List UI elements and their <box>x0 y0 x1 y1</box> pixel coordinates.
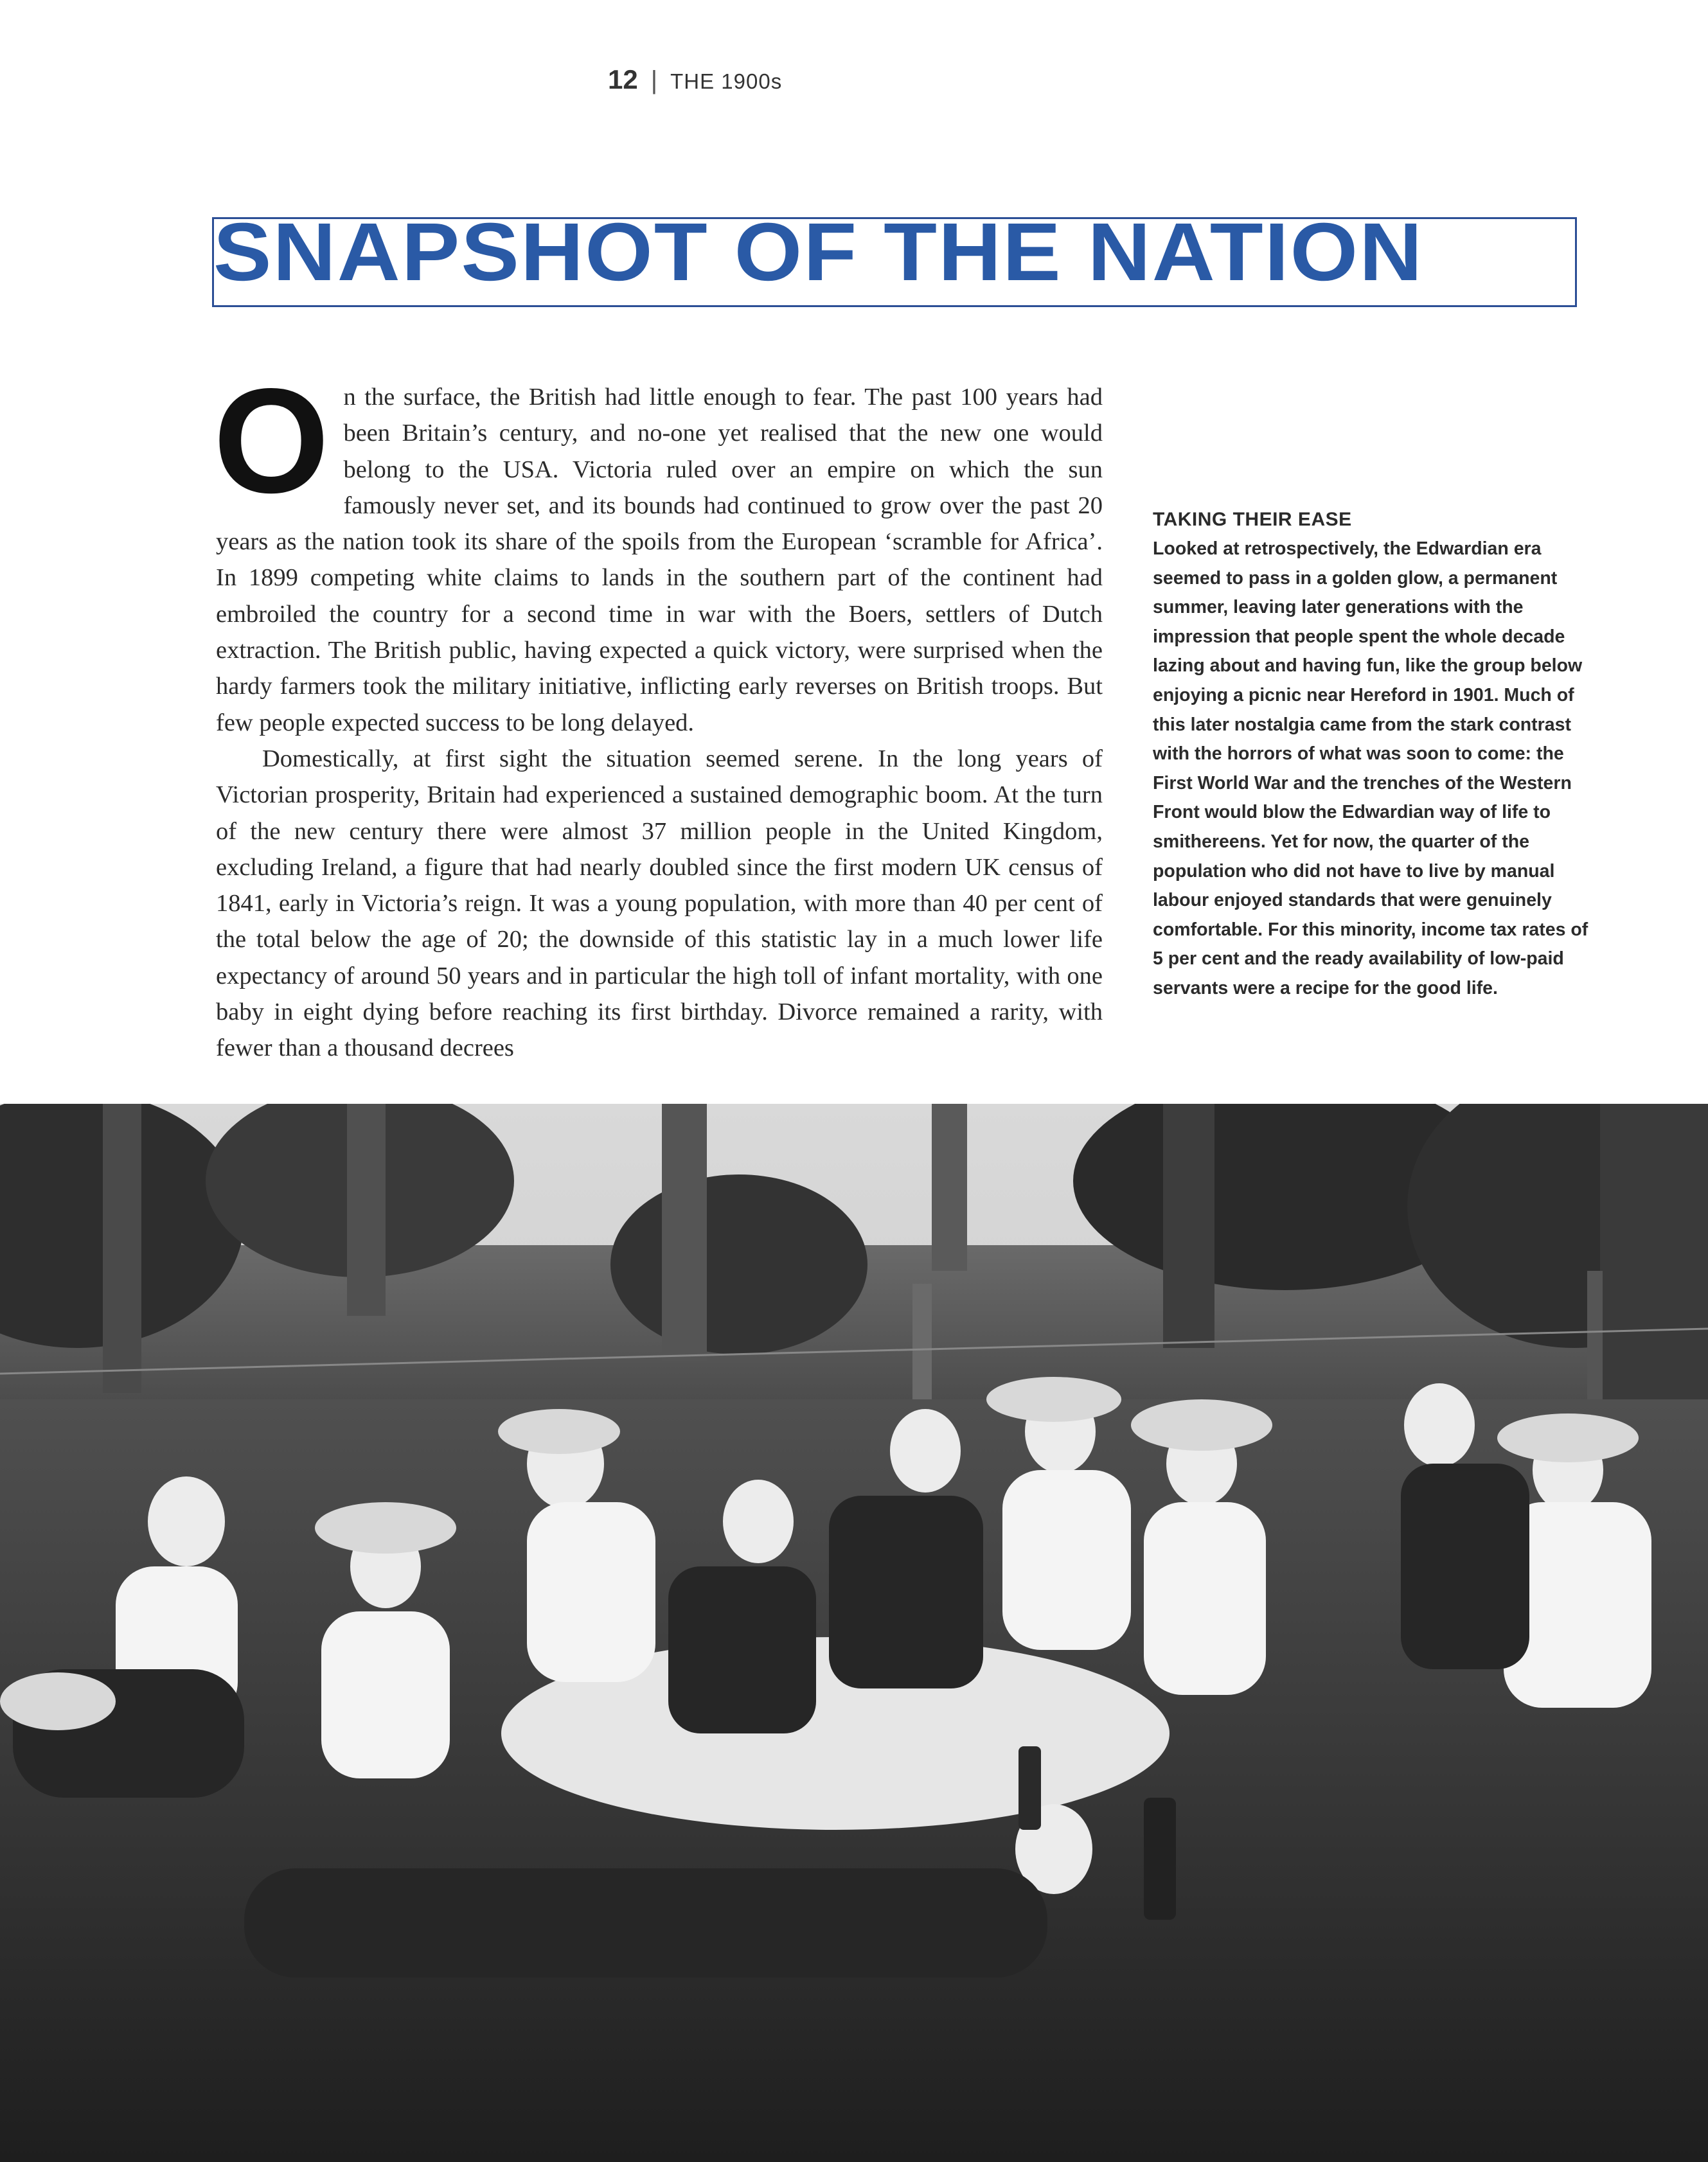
paragraph-2: Domestically, at first sight the situation seemed serene. In the long years of Victorian prosperity, Britain had experienced a sustained demographic boom. At the turn of the new century there were almost 37 million people in the United Kingdom, excluding Ireland, a figure that had nearly doubled since the first modern UK census of 1841, early in Victoria’s reign. It was a young population, with more than 40 per cent of the total below the age of 20; the downside of this statistic lay in a much lower life expectancy of around 50 years and in particular the high toll of infant mortality, with one baby in eight dying before reaching its first birthday. Divorce remained a rarity, with fewer than a thousand decrees <box>216 745 1103 1062</box>
header-separator: | <box>650 66 658 94</box>
article-body <box>213 358 1103 1067</box>
section-title: THE 1900s <box>670 69 783 93</box>
paragraph-1 <box>213 358 1103 741</box>
caption-text: Looked at retrospectively, the Edwardian era seemed to pass in a golden glow, a permanent summer, leaving later generations with the impression that people spent the whole decade lazing about and having fun, like the group below enjoying a picnic near Hereford in 1901. Much of this later nostalgia came from the stark contrast with the horrors of what was soon to come: the First World War and the trenches of the Western Front would blow the Edwardian way of life to smithereens. Yet for now, the quarter of the population who did not have to live by manual labour enjoyed standards that were genuinely comfortable. For this minority, income tax rates of 5 per cent and the ready availability of low-paid servants were a recipe for the good life. <box>1153 538 1588 998</box>
drop-cap: O <box>213 358 330 524</box>
page-title: SNAPSHOT OF THE NATION <box>213 206 1424 298</box>
caption-heading: TAKING THEIR EASE <box>1153 509 1352 530</box>
paragraph-1-text: n the surface, the British had little enough to fear. The past 100 years had been Britain’s century, and no-one yet realised that the new one would belong to the USA. Victoria ruled over an empire on which the sun famously never set, and its bounds had continued to grow over the past 20 years as the nation took its share of the spoils from the European ‘scramble for Africa’. In 1899 competing white claims to lands in the southern part of the continent had embroiled the country for a second time in war with the Boers, settlers of Dutch extraction. The British public, having expected a quick victory, were surprised when the hardy farmers took the military initiative, inflicting early reverses on British troops. But few people expected success to be long delayed. <box>216 384 1103 736</box>
page-header <box>608 64 782 95</box>
photo-caption <box>1153 505 1590 1004</box>
picnic-photograph <box>0 1104 1708 2162</box>
page-number: 12 <box>608 64 638 94</box>
